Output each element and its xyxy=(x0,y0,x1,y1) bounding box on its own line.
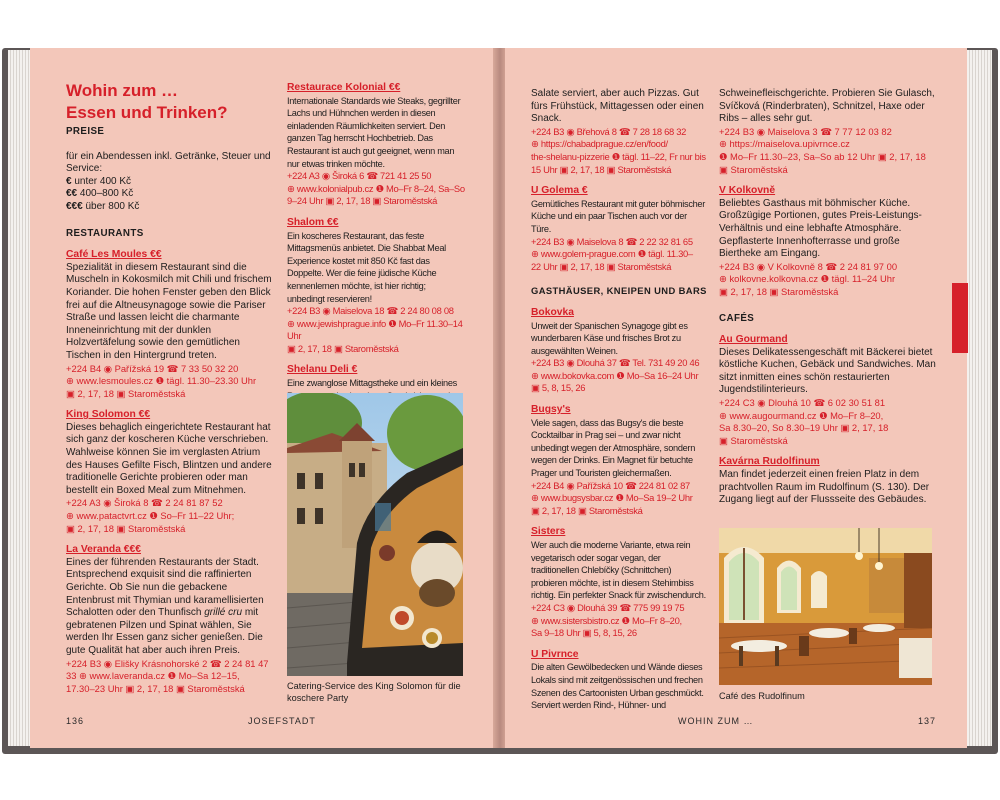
entry-info-address: +224 B4 ◉ Pařížská 19 ☎ 7 33 50 32 20 xyxy=(66,362,239,374)
entry-info-address: +224 C3 ◉ Dlouhá 39 ☎ 775 99 19 75 xyxy=(531,601,685,613)
entry-info-address: +224 B3 ◉ Maiselova 18 ☎ 2 24 80 08 08 xyxy=(287,305,454,317)
page-number-right: 137 xyxy=(918,716,937,726)
entry-text-kolonial: Internationale Standards wie Steaks, gegrillter Lachs und Hühnchen werden in diesen einladenden Räumlichkeiten serviert. Den ganzen Tag herrscht Hochbetrieb. Das Restaurant ist auch gut geeignet, wenn man nur etwas trinken möchte. xyxy=(287,95,461,169)
entry-text-sisters: Wer auch die moderne Variante, etwa rein vegetarisch oder sogar vegan, der traditionellen Chlebíčky (Schnittchen) probieren möchte, ist in diesem Stehimbiss richtig. Ein perfekter Snack für zwischendurch. xyxy=(531,540,706,601)
entry-title-shalom: Shalom €€ xyxy=(287,216,339,228)
page-edges-left xyxy=(8,50,30,746)
entry-info-transit: ▣ 2, 17, 18 ▣ Staroměstská xyxy=(66,522,186,534)
price-tier-1: € unter 400 Kč xyxy=(66,175,132,187)
entry-info-transit: ▣ 2, 17, 18 ▣ Staroměstská xyxy=(719,285,839,297)
entry-info-address: +224 B3 ◉ Dlouhá 37 ☎ Tel. 731 49 20 46 xyxy=(531,357,700,369)
section-heading-gasthaeuser: GASTHÄUSER, KNEIPEN UND BARS xyxy=(531,285,707,297)
chapter-tab-marker xyxy=(952,283,968,353)
entry-info-transit: ▣ 2, 17, 18 ▣ Staroměstská xyxy=(531,504,643,516)
entry-title-u-golema: U Golema € xyxy=(531,185,588,197)
entry-info-address: +224 B3 ◉ V Kolkovně 8 ☎ 2 24 81 97 00 xyxy=(719,260,898,272)
entry-info-web: ⊕ www.patactvrt.cz ❶ So–Fr 11–22 Uhr; xyxy=(66,510,235,522)
photo-caption-left: Catering-Service des King Solomon für die koschere Party xyxy=(287,681,461,703)
entry-info-web: ⊕ www.jewishprague.info ❶ Mo–Fr 11.30–14 Uhr xyxy=(287,317,463,342)
entry-info-transit: ▣ 2, 17, 18 ▣ Staroměstská xyxy=(66,387,186,399)
running-head-left: JOSEFSTADT xyxy=(248,716,316,726)
entry-title-kolonial: Restaurace Kolonial €€ xyxy=(287,82,401,93)
entry-info-web: ⊕ www.augourmand.cz ❶ Mo–Fr 8–20, xyxy=(719,409,884,421)
preise-intro: für ein Abendessen inkl. Getränke, Steuer und Service: xyxy=(66,150,271,175)
entry-info-web: ⊕ www.golem-prague.com ❶ tägl. 11.30– xyxy=(531,248,693,260)
entry-text-cafe-les-moules: Spezialität in diesem Restaurant sind die Muscheln in Kokosmilch mit Chili und frischem Koriander. Die hohen Fenster geben den Blick frei auf die Altneusynagoge sowie die Pariser Straße und lassen leicht die charmante Inneneinrichtung mit der dunklen Holzvertäfelung sowie den gemütlichen Tischen in den Hintergrund treten. xyxy=(66,261,272,361)
entry-info-web: ⊕ https://maiselova.upivrnce.cz xyxy=(719,138,850,150)
entry-title-bokovka: Bokovka xyxy=(531,306,574,318)
entry-info-web: ⊕ www.kolonialpub.cz ❶ Mo–Fr 8–24, Sa–So xyxy=(287,182,465,194)
entry-text-king-solomon: Dieses behaglich eingerichtete Restaurant hat sich ganz der koscheren Küche verschrieben. Wahlweise können Sie im verglasten Atrium des Hauses Gefilte Fisch, Blintzen und andere traditionelle Gerichte probieren oder man bestellt ein Boxed Meal zum Mitnehmen. xyxy=(66,421,272,496)
section-heading-restaurants: RESTAURANTS xyxy=(66,227,144,239)
right-column-1 xyxy=(531,88,707,712)
entry-text-u-pivrnce-cont: Schweinefleischgerichte. Probieren Sie Gulasch, Svíčková (Rinderbraten), Schnitzel, Haxe oder Ribs – alles sehr gut. xyxy=(719,88,935,125)
entry-info-address: +224 A3 ◉ Široká 8 ☎ 2 24 81 87 52 xyxy=(66,497,223,509)
photo-king-solomon-catering xyxy=(287,393,463,676)
entry-info-hours: ❶ Mo–Fr 11.30–23, Sa–So ab 12 Uhr ▣ 2, 17, 18 xyxy=(719,150,926,162)
price-tier-2: €€ 400–800 Kč xyxy=(66,188,134,200)
entry-info-web: ⊕ https://chabadprague.cz/en/food/ xyxy=(531,138,668,150)
entry-title-king-solomon: King Solomon €€ xyxy=(66,409,151,421)
photo-cafe-rudolfinum xyxy=(719,528,932,685)
entry-info-web: ⊕ www.lesmoules.cz ❶ tägl. 11.30–23.30 Uhr xyxy=(66,375,257,387)
entry-info-transit: ▣ 5, 8, 15, 26 xyxy=(531,382,586,394)
entry-info-transit: 9–24 Uhr ▣ 2, 17, 18 ▣ Staroměstská xyxy=(287,195,438,207)
left-column-1 xyxy=(66,124,274,695)
entry-title-kavarna-rudolfinum: Kavárna Rudolfinum xyxy=(719,456,820,468)
section-heading-cafes: CAFÉS xyxy=(719,312,755,324)
entry-info-transit: ▣ Staroměstská xyxy=(719,163,788,175)
entry-info-hours: Sa 8.30–20, So 8.30–19 Uhr ▣ 2, 17, 18 xyxy=(719,422,889,434)
entry-text-v-kolkovne: Beliebtes Gasthaus mit böhmischer Küche. Großzügige Portionen, gutes Preis-Leistungs-Verhältnis und eine lebhafte Atmosphäre. Gepflasterte Innenhofterrasse und große Biertheke am Eingang. xyxy=(719,197,922,260)
entry-info-address: +224 C3 ◉ Dlouhá 10 ☎ 6 02 30 51 81 xyxy=(719,397,886,409)
entry-title-sisters: Sisters xyxy=(531,526,566,538)
right-column-2 xyxy=(719,88,937,507)
entry-title-cafe-les-moules: Café Les Moules €€ xyxy=(66,249,162,261)
running-head-right: WOHIN ZUM … xyxy=(678,716,754,726)
entry-title-bugsys: Bugsy's xyxy=(531,404,571,416)
entry-info-transit: 22 Uhr ▣ 2, 17, 18 ▣ Staroměstská xyxy=(531,260,672,272)
entry-text-u-golema: Gemütliches Restaurant mit guter böhmischer Küche und ein paar Tischen auch vor der Türe. xyxy=(531,198,705,234)
entry-info-web: ⊕ www.bugsysbar.cz ❶ Mo–Sa 19–2 Uhr xyxy=(531,492,693,504)
page-number-left: 136 xyxy=(66,716,85,726)
entry-info-hours: the-shelanu-pizzerie ❶ tägl. 11–22, Fr nur bis xyxy=(531,150,706,162)
entry-title-shelanu: Shelanu Deli € xyxy=(287,364,358,376)
entry-text-bokovka: Unweit der Spanischen Synagoge gibt es wunderbaren Käse und frisches Brot zu ausgewählten Weinen. xyxy=(531,320,688,356)
catering-van-image xyxy=(287,393,463,676)
entry-title-v-kolkovne: V Kolkovně xyxy=(719,185,776,197)
left-column-2 xyxy=(287,82,465,402)
entry-title-au-gourmand: Au Gourmand xyxy=(719,334,788,346)
entry-info-transit: ▣ 2, 17, 18 ▣ Staroměstská xyxy=(287,342,399,354)
entry-info-web: ⊕ www.bokovka.com ❶ Mo–Sa 16–24 Uhr xyxy=(531,369,699,381)
entry-info-address: +224 B3 ◉ Maiselova 8 ☎ 2 22 32 81 65 xyxy=(531,235,693,247)
entry-text-kavarna-rudolfinum: Man findet jederzeit einen freien Platz in dem prachtvollen Raum im Rudolfinum (S. 130). Der Zugang liegt auf der Flussseite des Gebäudes. xyxy=(719,469,930,506)
section-heading-preise: PREISE xyxy=(66,126,105,137)
page-title: Wohin zum … Essen und Trinken? xyxy=(66,81,228,122)
entry-info-address: +224 B3 ◉ Elišky Krásnohorské 2 ☎ 2 24 81 47 33 ⊕ www.laveranda.cz ❶ Mo–Sa 12–15, xyxy=(66,657,269,682)
entry-info-address: +224 B4 ◉ Pařížská 10 ☎ 224 81 02 87 xyxy=(531,479,690,491)
entry-info-transit: 15 Uhr ▣ 2, 17, 18 ▣ Staroměstská xyxy=(531,163,672,175)
entry-title-la-veranda: La Veranda €€€ xyxy=(66,544,141,556)
entry-info-web: ⊕ kolkovne.kolkovna.cz ❶ tägl. 11–24 Uhr xyxy=(719,273,896,285)
price-tier-3: €€€ über 800 Kč xyxy=(66,200,140,212)
entry-info-transit: ▣ Staroměstská xyxy=(719,434,788,446)
entry-text-la-veranda: Eines der führenden Restaurants der Stadt. Entsprechend exquisit sind die raffinierten Gerichte. Ob Sie nun die gebackene Entenbrust mit Thymian und karamellisierten Schalotten oder den Thunfisch grillé cru mit gebratenen Pilzen und Spinat wählen, Sie werden Ihr Essen ganz sicher genießen. Die gute Qualität hat aber auch ihren Preis. xyxy=(66,556,264,656)
entry-info-address: +224 A3 ◉ Široká 6 ☎ 721 41 25 50 xyxy=(287,170,432,182)
entry-text-bugsys: Viele sagen, dass das Bugsy's die beste Cocktailbar in Prag sei – und zwar nicht unbedingt wegen der Atmosphäre, sondern wegen der Drinks. Ein Magnet für betuchte Prager und Touristen gleichermaßen. xyxy=(531,417,696,479)
entry-info-transit: Sa 9–18 Uhr ▣ 5, 8, 15, 26 xyxy=(531,627,637,639)
entry-info-address: +224 B3 ◉ Břehová 8 ☎ 7 28 18 68 32 xyxy=(531,125,687,137)
entry-text-shelanu: Eine zwanglose Mittagstheke und ein kleines xyxy=(287,378,457,389)
entry-text-shalom: Ein koscheres Restaurant, das feste Mittagsmenüs anbietet. Die Shabbat Meal Experience kostet mit 850 Kč fast das Doppelte. Wer die feine jüdische Küche kennenlernen möchte, ist hier richtig; unbedingt reservieren! xyxy=(287,230,446,304)
photo-caption-right: Café des Rudolfinum xyxy=(719,691,805,701)
entry-text-au-gourmand: Dieses Delikatessengeschäft mit Bäckerei bietet köstliche Kuchen, Gebäck und Sandwiches. Man sitzt inmitten eines schön restaurierten Jugendstilinterieurs. xyxy=(719,346,936,396)
entry-info-transit: 17.30–23 Uhr ▣ 2, 17, 18 ▣ Staroměstská xyxy=(66,682,245,694)
entry-text-shelanu-cont: Salate serviert, aber auch Pizzas. Gut fürs Frühstück, Mittagessen oder einen Snack. xyxy=(531,88,704,125)
page-edges-right xyxy=(967,50,992,746)
entry-title-u-pivrnce: U Pivrnce xyxy=(531,648,579,660)
cafe-interior-image xyxy=(719,528,932,685)
entry-info-web: ⊕ www.sistersbistro.cz ❶ Mo–Fr 8–20, xyxy=(531,614,682,626)
entry-info-address: +224 B3 ◉ Maiselova 3 ☎ 7 77 12 03 82 xyxy=(719,125,892,137)
entry-text-u-pivrnce: Die alten Gewölbedecken und Wände dieses Lokals sind mit zeitgenössischen und frechen Szenen des Cartoonisten Urban geschmückt. Serviert werden Rind-, Hühner- und xyxy=(531,662,704,711)
